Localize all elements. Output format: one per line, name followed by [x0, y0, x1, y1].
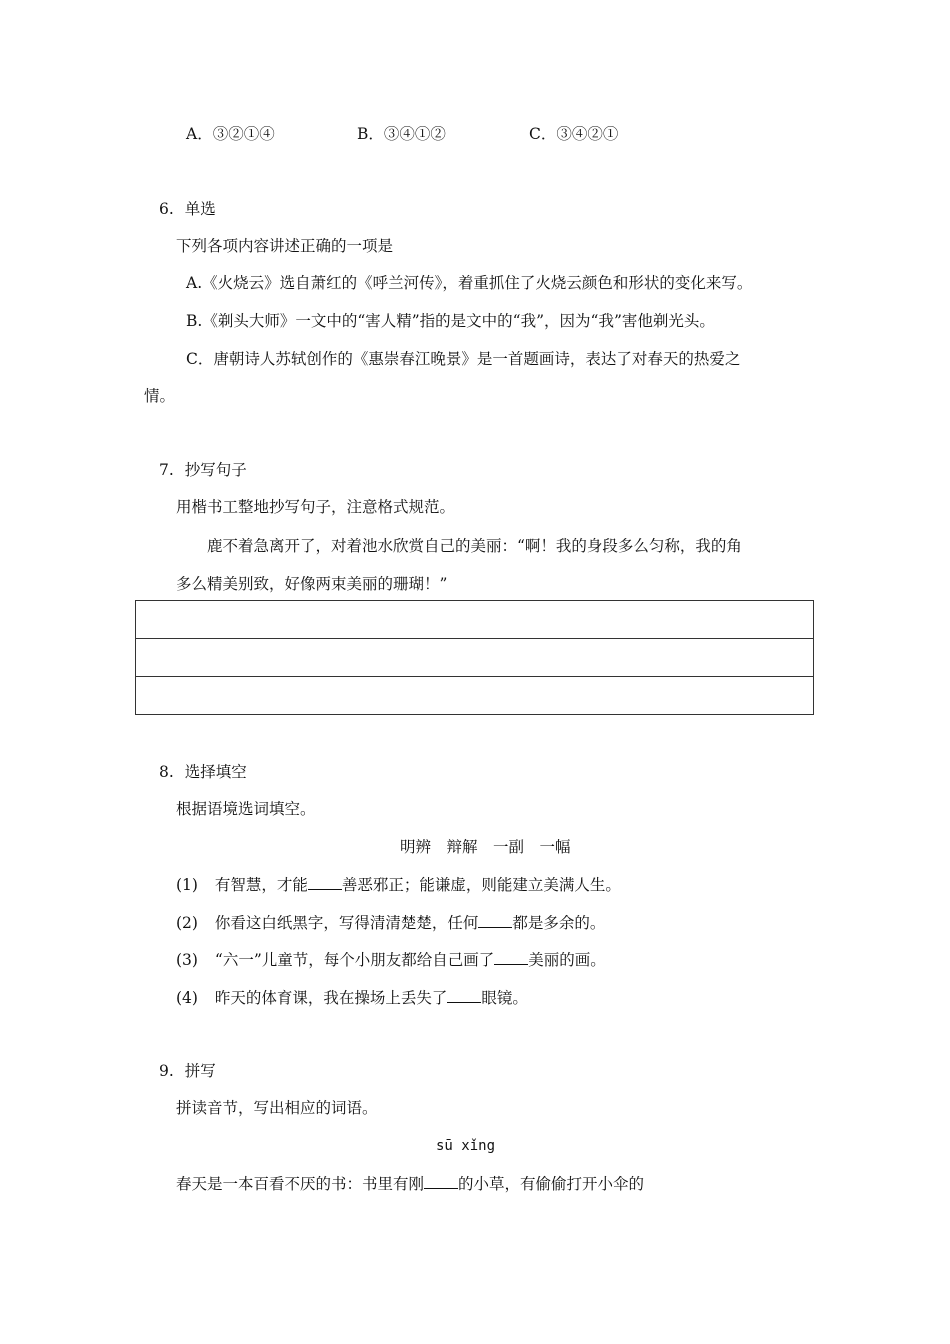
- q8-type: 选择填空: [184, 763, 247, 781]
- q5-option-c[interactable]: C．③④②①: [529, 125, 619, 143]
- q9-heading: [159, 1061, 216, 1081]
- q8-item-text-before: “六一”儿童节，每个小朋友都给自己画了: [214, 951, 495, 969]
- q8-item: [176, 987, 528, 1008]
- fill-blank[interactable]: [494, 949, 528, 965]
- writing-line[interactable]: [136, 601, 813, 639]
- fill-blank[interactable]: [308, 874, 342, 890]
- q8-item: [176, 912, 605, 933]
- q8-heading: [159, 762, 247, 782]
- q7-number: 7.: [159, 461, 174, 479]
- q5-option-b[interactable]: B．③④①②: [357, 125, 446, 143]
- writing-line[interactable]: [136, 639, 813, 677]
- q9-prompt: 拼读音节，写出相应的词语。: [176, 1099, 378, 1117]
- fill-blank[interactable]: [478, 912, 512, 928]
- q9-text-after: 的小草，有偷偷打开小伞的: [458, 1175, 645, 1193]
- q6-option-b[interactable]: B.《剃头大师》一文中的“害人精”指的是文中的“我”，因为“我”害他剃光头。: [186, 312, 715, 330]
- q6-type: 单选: [184, 200, 216, 218]
- fill-blank[interactable]: [424, 1173, 458, 1189]
- q8-prompt: 根据语境选词填空。: [176, 800, 316, 818]
- q9-sentence: [176, 1173, 644, 1194]
- q8-item-text-after: 眼镜。: [481, 989, 528, 1007]
- q9-text-before: 春天是一本百看不厌的书：书里有刚: [176, 1175, 425, 1193]
- q8-word-bank: 明辨 辩解 一副 一幅: [400, 838, 571, 856]
- q6-option-c-continuation: 情。: [144, 387, 176, 405]
- q8-item: [176, 874, 621, 895]
- q8-item-text-before: 昨天的体育课，我在操场上丢失了: [214, 989, 448, 1007]
- q6-prompt: 下列各项内容讲述正确的一项是: [176, 237, 394, 255]
- fill-blank[interactable]: [447, 987, 481, 1003]
- q7-writing-grid[interactable]: [135, 600, 814, 715]
- q6-option-a[interactable]: A.《火烧云》选自萧红的《呼兰河传》，着重抓住了火烧云颜色和形状的变化来写。: [186, 274, 753, 292]
- q6-heading: [159, 199, 216, 219]
- q7-sentence-line2: 多么精美别致，好像两束美丽的珊瑚！”: [176, 575, 448, 593]
- q8-item: [176, 949, 606, 970]
- q8-item-number: (4): [176, 989, 198, 1007]
- q8-item-number: (2): [176, 914, 198, 932]
- q8-item-text-after: 都是多余的。: [512, 914, 606, 932]
- q9-type: 拼写: [184, 1062, 216, 1080]
- q6-option-c[interactable]: C．唐朝诗人苏轼创作的《惠崇春江晚景》是一首题画诗，表达了对春天的热爱之: [186, 350, 741, 368]
- q8-item-text-before: 你看这白纸黑字，写得清清楚楚，任何: [214, 914, 479, 932]
- q8-item-number: (1): [176, 876, 198, 894]
- q7-sentence-line1: 鹿不着急离开了，对着池水欣赏自己的美丽：“啊！我的身段多么匀称，我的角: [207, 537, 742, 555]
- q9-number: 9.: [159, 1062, 174, 1080]
- q8-item-text-after: 善恶邪正；能谦虚，则能建立美满人生。: [341, 876, 621, 894]
- q7-heading: [159, 460, 247, 480]
- q5-option-a[interactable]: A．③②①④: [186, 125, 275, 143]
- q8-number: 8.: [159, 763, 174, 781]
- q7-type: 抄写句子: [184, 461, 247, 479]
- q7-prompt: 用楷书工整地抄写句子，注意格式规范。: [176, 498, 456, 516]
- q8-item-number: (3): [176, 951, 198, 969]
- q6-number: 6.: [159, 200, 174, 218]
- q8-item-text-before: 有智慧，才能: [214, 876, 308, 894]
- q9-pinyin: sū xǐng: [436, 1138, 496, 1154]
- writing-line[interactable]: [136, 677, 813, 715]
- q8-item-text-after: 美丽的画。: [528, 951, 606, 969]
